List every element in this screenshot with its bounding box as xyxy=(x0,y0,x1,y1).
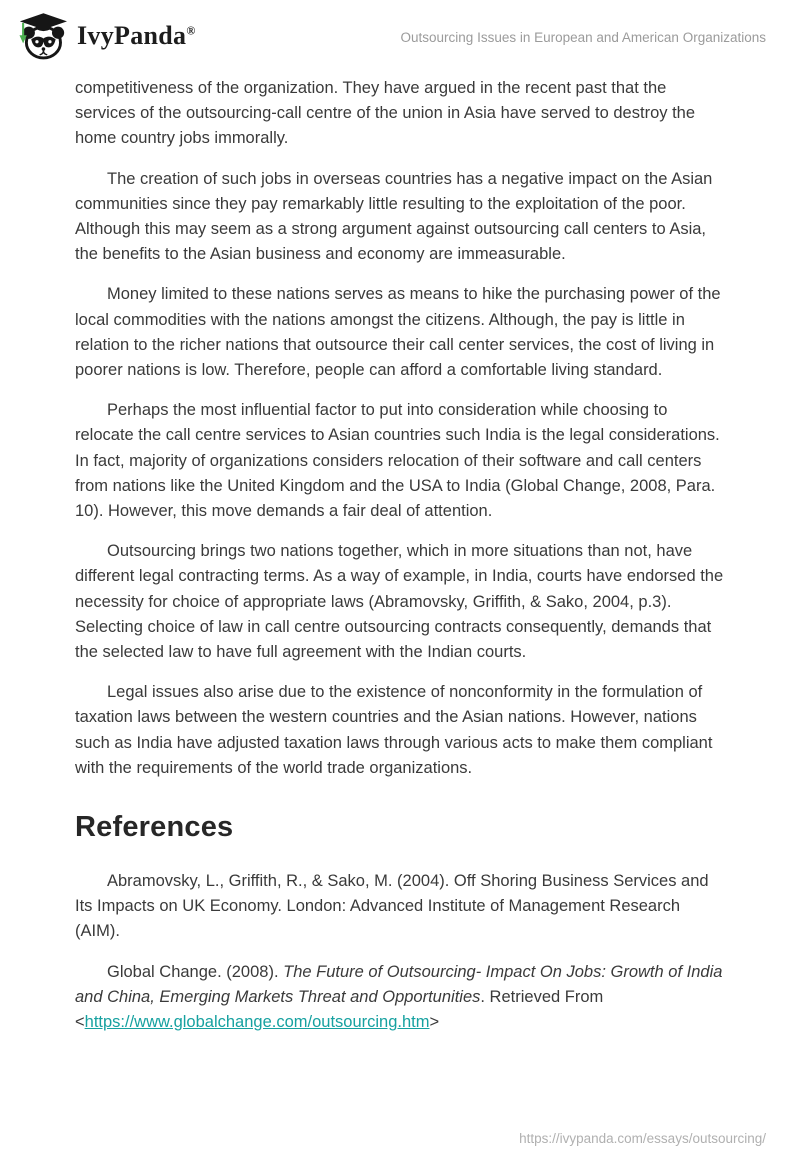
document-title: Outsourcing Issues in European and American Organizations xyxy=(400,29,766,45)
reference-italic-title: The Future of Outsourcing- Impact On Jobs: Growth of India and China, Emerging Markets Threat and Opportunities xyxy=(75,962,723,1006)
paragraph: Outsourcing brings two nations together, which in more situations than not, have different legal contracting terms. As a way of example, in India, courts have endorsed the necessity for choice of appropriate laws (Abramovsky, Griffith, & Sako, 2004, p.3). Selecting choice of law in call centre outsourcing contracts consequently, demands that the selected law to have full agreement with the Indian courts. xyxy=(75,542,724,662)
panda-graduation-cap-icon xyxy=(15,11,67,61)
references-heading: References xyxy=(75,811,234,844)
paragraph: Money limited to these nations serves as means to hike the purchasing power of the local commodities with the nations amongst the citizens. Although, the pay is little in relation to the richer nations that outsource their call center services, the cost of living in poorer nations is low. Therefore, people can afford a comfortable living standard. xyxy=(75,285,721,380)
paragraph: competitiveness of the organization. They have argued in the recent past that the services of the outsourcing-call centre of the union in Asia have served to destroy the home country jobs immorally. xyxy=(75,79,696,148)
reference-entry xyxy=(75,960,725,1036)
reference-entry xyxy=(75,869,725,945)
page-header xyxy=(0,0,800,62)
reference-text: Abramovsky, L., Griffith, R., & Sako, M. (2004). Off Shoring Business Services and Its Impacts on UK Economy. London: Advanced Institute of Management Research (AIM). xyxy=(75,872,709,941)
paragraph: The creation of such jobs in overseas countries has a negative impact on the Asian communities since they pay remarkably little resulting to the exploitation of the poor. Although this may seem as a strong argument against outsourcing call centers to Asia, the benefits to the Asian business and economy are immeasurable. xyxy=(75,169,713,264)
page-footer-url: https://ivypanda.com/essays/outsourcing/ xyxy=(519,1131,766,1146)
brand-text: IvyPanda xyxy=(77,21,187,50)
reference-text: Global Change. (2008). xyxy=(107,962,284,981)
reference-url-link[interactable]: https://www.globalchange.com/outsourcing.htm xyxy=(84,1013,430,1032)
reference-text: . Retrieved From < xyxy=(75,987,604,1032)
article-content xyxy=(0,62,800,1035)
brand-name xyxy=(77,23,196,49)
reference-text: > xyxy=(429,1013,440,1032)
paragraph: Perhaps the most influential factor to put into consideration while choosing to relocate the call centre services to Asian countries such India is the legal considerations. In fact, majority of organizations considers relocation of their software and call centers from nations like the United Kingdom and the USA to India (Global Change, 2008, Para. 10). However, this move demands a fair deal of attention. xyxy=(75,401,720,521)
registered-trademark: ® xyxy=(186,23,196,38)
ivypanda-brand xyxy=(15,11,196,61)
paragraph: Legal issues also arise due to the existence of nonconformity in the formulation of taxation laws between the western countries and the Asian nations. However, nations such as India have adjusted taxation laws through various acts to make them compliant with the requirements of the world trade organizations. xyxy=(75,683,713,777)
